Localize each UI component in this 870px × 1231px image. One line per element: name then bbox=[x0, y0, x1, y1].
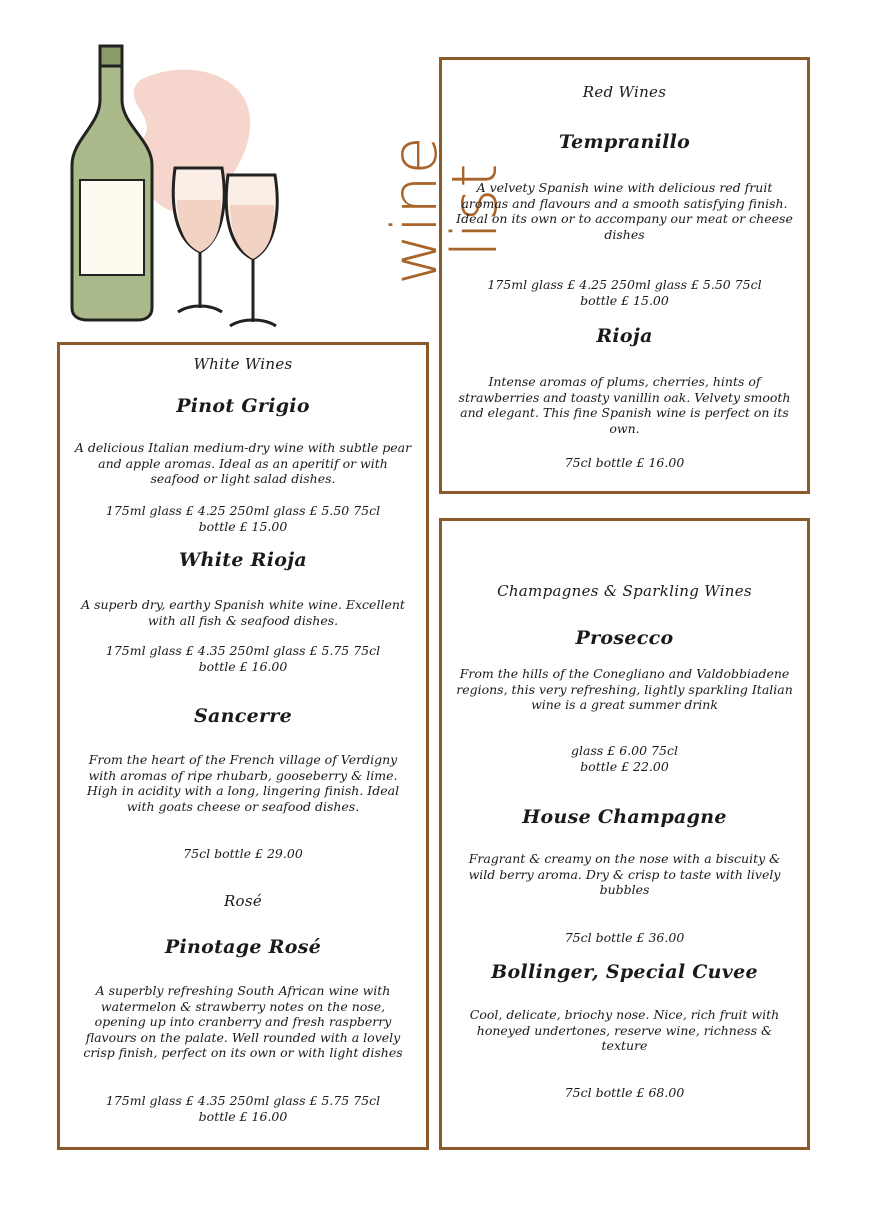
bottle-cap bbox=[100, 46, 122, 66]
wine-price-pinotage-rose: 175ml glass £ 4.35 250ml glass £ 5.75 75cl bottle £ 16.00 bbox=[105, 1093, 381, 1124]
wine-name-pinotage-rose: Pinotage Rosé bbox=[164, 936, 322, 958]
wine-price-tempranillo: 175ml glass £ 4.25 250ml glass £ 5.50 75cl bottle £ 15.00 bbox=[487, 277, 762, 308]
glass-left-icon bbox=[173, 168, 224, 312]
wine-name-prosecco: Prosecco bbox=[575, 627, 674, 649]
wine-desc-sancerre: From the heart of the French village of Verdigny with aromas of ripe rhubarb, gooseberry & lime. High in acidity with a long, lingering finish. Ideal with goats cheese or seafood dishes. bbox=[86, 752, 400, 814]
wine-name-rioja: Rioja bbox=[596, 325, 653, 347]
wine-desc-pinot-grigio: A delicious Italian medium-dry wine with subtle pear and apple aromas. Ideal as an aperitif or with seafood or light salad dishes. bbox=[74, 440, 412, 486]
wine-desc-tempranillo: A velvety Spanish wine with delicious red fruit aromas and flavours and a smooth satisfying finish. Ideal on its own or to accompany our meat or cheese dishes bbox=[456, 180, 793, 242]
wine-name-pinot-grigio: Pinot Grigio bbox=[176, 395, 310, 417]
wine-name-house-champagne: House Champagne bbox=[522, 806, 727, 828]
wine-desc-house-champagne: Fragrant & creamy on the nose with a biscuity & wild berry aroma. Dry & crisp to taste with lively bubbles bbox=[468, 851, 781, 897]
wine-price-white-rioja: 175ml glass £ 4.35 250ml glass £ 5.75 75cl bottle £ 16.00 bbox=[105, 643, 381, 674]
sparkling-wines-heading: Champagnes & Sparkling Wines bbox=[497, 582, 752, 600]
red-wines-panel bbox=[439, 57, 810, 494]
wine-bottle-glasses-illustration bbox=[60, 40, 290, 340]
wine-price-sancerre: 75cl bottle £ 29.00 bbox=[183, 846, 303, 861]
bottle-label bbox=[80, 180, 144, 275]
wine-desc-rioja: Intense aromas of plums, cherries, hints of strawberries and toasty vanillin oak. Velvety smooth and elegant. This fine Spanish wine is perfect on its own. bbox=[458, 374, 791, 436]
wine-desc-white-rioja: A superb dry, earthy Spanish white wine. Excellent with all fish & seafood dishes. bbox=[81, 597, 405, 628]
wine-desc-prosecco: From the hills of the Conegliano and Valdobbiadene regions, this very refreshing, lightly sparkling Italian wine is a great summer drink bbox=[456, 666, 793, 712]
rose-heading: Rosé bbox=[223, 892, 263, 910]
menu-title: wine list bbox=[378, 135, 511, 285]
wine-price-house-champagne: 75cl bottle £ 36.00 bbox=[564, 930, 685, 945]
wine-name-white-rioja: White Rioja bbox=[178, 549, 307, 571]
white-wines-panel bbox=[57, 342, 429, 1150]
wine-price-bollinger: 75cl bottle £ 68.00 bbox=[564, 1085, 685, 1100]
wine-price-pinot-grigio: 175ml glass £ 4.25 250ml glass £ 5.50 75cl bottle £ 15.00 bbox=[105, 503, 381, 534]
wine-name-bollinger: Bollinger, Special Cuvee bbox=[491, 961, 758, 983]
wine-name-tempranillo: Tempranillo bbox=[558, 131, 691, 153]
wine-price-rioja: 75cl bottle £ 16.00 bbox=[564, 455, 685, 470]
wine-desc-pinotage-rose: A superbly refreshing South African wine with watermelon & strawberry notes on the nose, opening up into cranberry and fresh raspberry flavours on the palate. Well rounded with a lovely crisp finish, perfect on its own or with light dishes bbox=[83, 983, 403, 1060]
wine-name-sancerre: Sancerre bbox=[193, 705, 292, 727]
wine-price-prosecco: glass £ 6.00 75cl bottle £ 22.00 bbox=[571, 743, 678, 774]
sparkling-wines-panel bbox=[439, 518, 810, 1150]
glass-right-icon bbox=[226, 175, 277, 326]
wine-desc-bollinger: Cool, delicate, briochy nose. Nice, rich fruit with honeyed undertones, reserve wine, richness & texture bbox=[469, 1007, 780, 1053]
white-wines-heading: White Wines bbox=[193, 355, 293, 373]
red-wines-heading: Red Wines bbox=[582, 83, 667, 101]
